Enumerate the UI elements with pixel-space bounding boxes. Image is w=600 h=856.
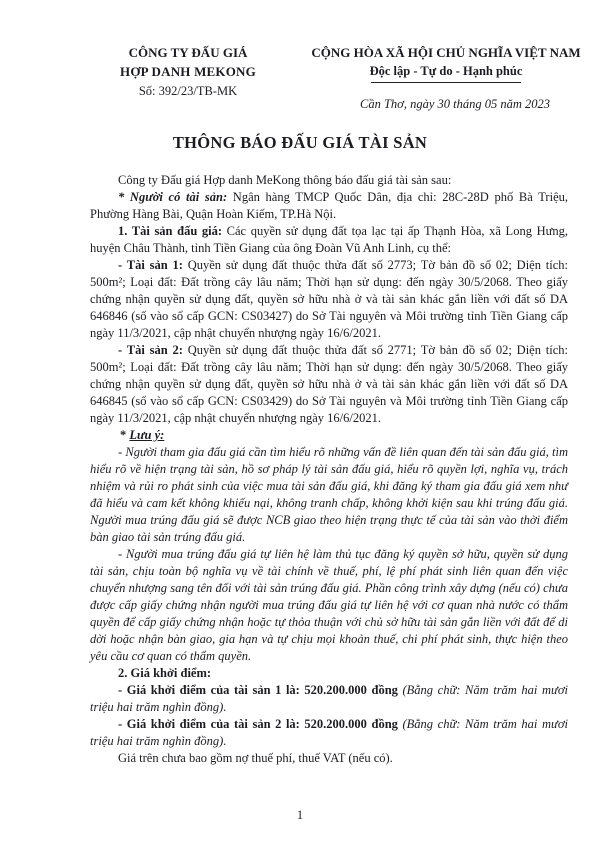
asset1-paragraph [90, 257, 568, 342]
motto-underline [371, 82, 521, 83]
issuer-block [108, 43, 268, 101]
price1-paragraph [90, 682, 568, 716]
asset2-label: - Tài sản 2: [118, 343, 183, 357]
owner-text: Ngân hàng TMCP Quốc Dân, địa chỉ: 28C-28D phố Bà Triệu, Phường Hàng Bài, Quận Hoàn Kiếm, TP.Hà Nội. [90, 190, 568, 221]
section1-label: 1. Tài sản đấu giá: [118, 224, 223, 238]
national-heading [305, 43, 587, 83]
note-paragraph-2: - Người mua trúng đấu giá tự liên hệ làm thủ tục đăng ký quyền sở hữu, quyền sử dụng tài sản, chịu toàn bộ nghĩa vụ về tài chính về thuế, phí, lệ phí phát sinh liên quan đến việc chuyển nhượng sang tên đối với tài sản trúng đấu giá. Phần công trình xây dựng (nếu có) chưa được cấp giấy chứng nhận người mua trúng đấu giá tự liên hệ với cơ quan nhà nước có thẩm quyền để cấp giấy chứng nhận hoặc tự thỏa thuận với chủ sở hữu tài sản gắn liền với đất để di dời hoặc nhận bàn giao, gia hạn và tự chịu mọi khoản thuế, chi phí phát sinh, thực hiện theo yêu cầu cơ quan có thẩm quyền. [90, 547, 568, 663]
document-body [90, 172, 568, 767]
section1-text: Các quyền sử dụng đất tọa lạc tại ấp Thạnh Hòa, xã Long Hưng, huyện Châu Thành, tỉnh Tiền Giang của ông Đoàn Vũ Anh Linh, cụ thể: [90, 224, 568, 255]
price2-label: - Giá khởi điểm của tài sản 2 là: 520.200.000 đồng [118, 717, 398, 731]
document-number: Số: 392/23/TB-MK [138, 84, 238, 98]
asset1-label: - Tài sản 1: [118, 258, 183, 272]
motto: Độc lập - Tự do - Hạnh phúc [369, 64, 523, 78]
price1-words: (Bằng chữ: Năm trăm hai mươi triệu hai trăm nghìn đồng). [90, 683, 568, 714]
price1-label: - Giá khởi điểm của tài sản 1 là: 520.200.000 đồng [118, 683, 398, 697]
page-number: 1 [296, 808, 304, 822]
company-name-line1: CÔNG TY ĐẤU GIÁ [128, 45, 248, 60]
document-title: THÔNG BÁO ĐẤU GIÁ TÀI SẢN [172, 133, 428, 152]
asset2-paragraph [90, 342, 568, 427]
company-name-line2: HỢP DANH MEKONG [120, 64, 256, 79]
asset1-text: Quyền sử dụng đất thuộc thửa đất số 2773; Tờ bản đồ số 02; Diện tích: 500m²; Loại đất: Đất trồng cây lâu năm; Thời hạn sử dụng: đến ngày 30/5/2068. Theo giấy chứng nhận quyền sử dụng đất, quyền sở hữu nhà ở và tài sản khác gắn liền với đất số DA 646846 (số vào sổ cấp GCN: CS03427) do Sở Tài nguyên và Môi trường tỉnh Tiền Giang cấp ngày 11/3/2021, cập nhật chuyển nhượng ngày 16/6/2021. [90, 258, 568, 340]
price2-words: (Bằng chữ: Năm trăm hai mươi triệu hai trăm nghìn đồng). [90, 717, 568, 748]
owner-paragraph [90, 189, 568, 223]
note-paragraph-1: - Người tham gia đấu giá cần tìm hiểu rõ những vấn đề liên quan đến tài sản đấu giá, tìm hiểu rõ về hiện trạng tài sản, hồ sơ pháp lý tài sản đấu giá, hiểu rõ quyền lợi, nghĩa vụ, trách nhiệm và rủi ro phát sinh của việc mua tài sản đấu giá, khi đăng ký tham gia đấu giá xem như đã hiểu và cam kết không khiếu nại, không tranh chấp, không khởi kiện sau khi trúng đấu giá. Người mua trúng đấu giá sẽ được NCB giao theo hiện trạng thực tế của tài sản vào thời điểm bàn giao tài sản trúng đấu giá. [90, 445, 568, 544]
asset2-text: Quyền sử dụng đất thuộc thửa đất số 2771; Tờ bản đồ số 02; Diện tích: 500m²; Loại đất: Đất trồng cây lâu năm; Thời hạn sử dụng: đến ngày 30/5/2068. Theo giấy chứng nhận quyền sử dụng đất, quyền sở hữu nhà ở và tài sản khác gắn liền với đất số DA 646845 (số vào sổ cấp GCN: CS03429) do Sở Tài nguyên và Môi trường tỉnh Tiền Giang cấp ngày 11/3/2021, cập nhật chuyển nhượng ngày 16/6/2021. [90, 343, 568, 425]
intro-paragraph: Công ty Đấu giá Hợp danh MeKong thông báo đấu giá tài sản sau: [118, 173, 452, 187]
note-label: Lưu ý: [129, 428, 165, 442]
note-star: * [120, 428, 130, 442]
section1-paragraph [90, 223, 568, 257]
vat-note: Giá trên chưa bao gồm nợ thuế phí, thuế VAT (nếu có). [118, 751, 393, 765]
owner-label: * Người có tài sản: [118, 190, 228, 204]
issue-date: Cần Thơ, ngày 30 tháng 05 năm 2023 [359, 97, 550, 111]
note-heading [90, 427, 568, 444]
nation-title: CỘNG HÒA XÃ HỘI CHỦ NGHĨA VIỆT NAM [311, 45, 581, 60]
price2-paragraph [90, 716, 568, 750]
section2-heading: 2. Giá khởi điểm: [118, 666, 212, 680]
